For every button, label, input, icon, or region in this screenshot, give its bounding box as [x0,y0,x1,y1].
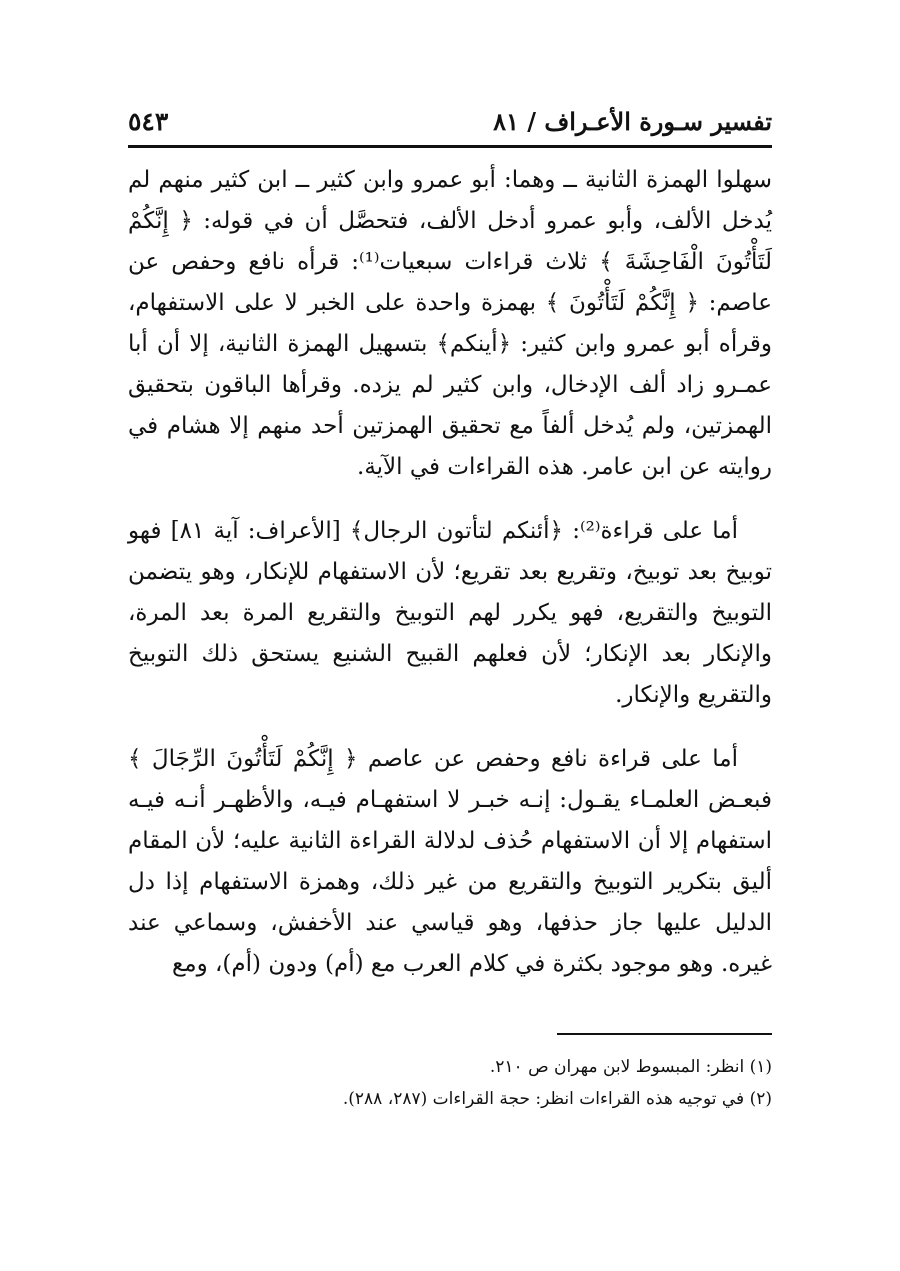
book-page [128,95,772,1115]
footnote-2: (٢) في توجيه هذه القراءات انظر: حجة القراءات (٢٨٧، ٢٨٨). [342,1089,772,1109]
footnote-divider [557,1033,772,1035]
body-text [128,160,772,985]
paragraph-3: أما على قراءة نافع وحفص عن عاصم ﴿ إِنَّكُمْ لَتَأْتُونَ الرِّجَالَ ﴾ فبعـض العلمـاء يقـول: إنـه خبـر لا استفهـام فيـه، والأظهـر أنـه فيـه استفهام إلا أن الاستفهام حُذف لدلالة القراءة الثانية عليه؛ لأن المقام أليق بتكرير التوبيخ والتقريع من غير ذلك، وهمزة الاستفهام إذا دل الدليل عليها جاز حذفها، وهو قياسي عند الأخفش، وسماعي عند غيره. وهو موجود بكثرة في كلام العرب مع (أم) ودون (أم)، ومع [128,746,772,977]
footnotes [128,1051,772,1115]
paragraph-2: أما على قراءة⁽²⁾: ﴿أئنكم لتأتون الرجال﴾ [الأعراف: آية ٨١] فهو توبيخ بعد توبيخ، وتقريع بعد تقريع؛ لأن الاستفهام للإنكار، وهو يتضمن التوبيخ والتقريع، فهو يكرر لهم التوبيخ والتقريع المرة بعد المرة، والإنكار بعد الإنكار؛ لأن فعلهم القبيح الشنيع يستحق ذلك التوبيخ والتقريع والإنكار. [128,518,772,708]
running-header-title: تفسير سـورة الأعـراف / ٨١ [493,107,772,136]
running-header [128,95,772,148]
footnote-1: (١) انظر: المبسوط لابن مهران ص ٢١٠. [489,1057,772,1077]
paragraph-1: سهلوا الهمزة الثانية ــ وهما: أبو عمرو وابن كثير ــ ابن كثير منهم لم يُدخل الألف، وأبو عمرو أدخل الألف، فتحصَّل أن في قوله: ﴿ إِنَّكُمْ لَتَأْتُونَ الْفَاحِشَةَ ﴾ ثلاث قراءات سبعيات⁽¹⁾: قرأه نافع وحفص عن عاصم: ﴿ إِنَّكُمْ لَتَأْتُونَ ﴾ بهمزة واحدة على الخبر لا على الاستفهام، وقرأه أبو عمرو وابن كثير: ﴿أينكم﴾ بتسهيل الهمزة الثانية، إلا أن أبا عمـرو زاد ألف الإدخال، وابن كثير لم يزده. وقرأها الباقون بتحقيق الهمزتين، ولم يُدخل ألفاً مع تحقيق الهمزتين أحد منهم إلا هشام في روايته عن ابن عامر. هذه القراءات في الآية. [128,167,773,480]
page-number: ٥٤٣ [128,107,169,136]
